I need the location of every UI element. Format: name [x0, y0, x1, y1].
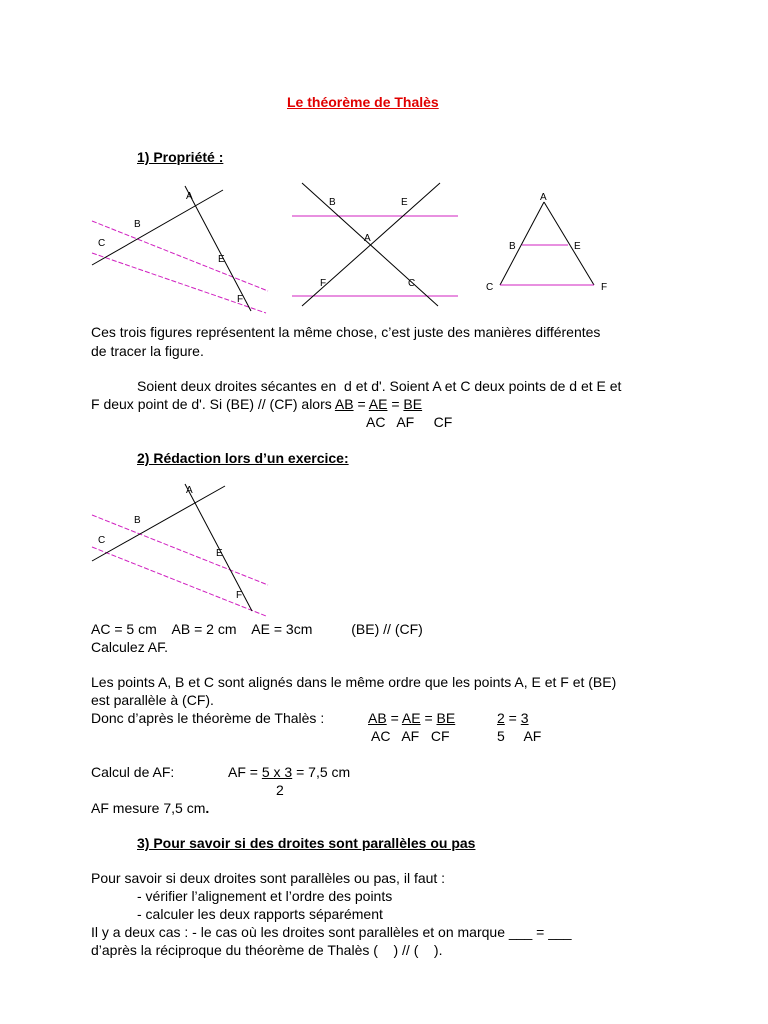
description-line: de tracer la figure. [91, 343, 204, 359]
calc-numerator: 5 x 3 [261, 764, 293, 780]
line-d-prime [185, 186, 251, 311]
calc-expression [228, 763, 350, 781]
point-label: B [134, 515, 141, 526]
parallel-line-be [92, 221, 268, 291]
section-heading-redaction: 2) Rédaction lors d’un exercice: [137, 450, 349, 466]
ratio-numerator: BE [403, 396, 423, 412]
side-af [544, 202, 594, 285]
point-label: A [540, 192, 547, 203]
thales-ratio [368, 709, 455, 727]
point-label: A [364, 233, 371, 244]
figure-4-diagram [88, 483, 273, 613]
point-label: F [237, 294, 244, 305]
section3-list-item: - vérifier l’alignement et l’ordre des points [137, 888, 393, 904]
property-line [91, 395, 422, 413]
point-label: E [218, 254, 225, 265]
alignment-line: est parallèle à (CF). [91, 692, 214, 708]
result-period: . [205, 800, 210, 816]
point-label: C [98, 238, 106, 249]
ratio-denominators: AC AF CF [366, 414, 453, 430]
figure-3-diagram [480, 188, 615, 298]
numeric-ratio [497, 709, 529, 727]
parallel-line-be [92, 515, 268, 585]
figure-1-diagram [88, 183, 273, 313]
side-ac [500, 202, 544, 285]
point-label: B [134, 219, 141, 230]
section-heading-propriete: 1) Propriété : [137, 149, 224, 165]
thales-statement: Donc d’après le théorème de Thalès : [91, 710, 325, 726]
equals: = [420, 710, 437, 726]
section3-reciprocal: d’après la réciproque du théorème de Thalès ( ) // ( ). [91, 942, 443, 958]
figure-2-diagram [290, 180, 460, 310]
alignment-line: Les points A, B et C sont alignés dans le même ordre que les points A, E et F et (BE) [91, 674, 617, 690]
point-label: F [601, 282, 608, 293]
point-label: E [216, 548, 223, 559]
page-title: Le théorème de Thalès [287, 94, 439, 110]
point-label: C [408, 278, 416, 289]
parallel-line-cf [92, 547, 266, 616]
result-text: AF mesure 7,5 cm [91, 800, 206, 816]
description-line: Ces trois figures représentent la même chose, c’est juste des manières différentes [91, 324, 601, 340]
property-line: Soient deux droites sécantes en d et d'. Soient A et C deux points de d et E et [137, 378, 622, 394]
point-label: B [329, 197, 336, 208]
calc-denominator: 2 [276, 782, 284, 798]
point-label: C [486, 282, 494, 293]
calc-prefix: AF = [228, 764, 262, 780]
ratio-numerator: 2 [497, 710, 505, 726]
point-label: A [186, 485, 193, 496]
section3-cases: Il y a deux cas : - le cas où les droites sont parallèles et on marque ___ = ___ [91, 924, 572, 940]
equals: = [387, 396, 404, 412]
result-line [91, 799, 209, 817]
point-label: E [401, 197, 408, 208]
section-heading-paralleles: 3) Pour savoir si des droites sont parallèles ou pas [137, 835, 476, 851]
ratio-numerator: AE [368, 396, 388, 412]
ratio-numerator: 3 [520, 710, 529, 726]
calc-result: = 7,5 cm [292, 764, 351, 780]
given-data-line: AC = 5 cm AB = 2 cm AE = 3cm (BE) // (CF) [91, 621, 423, 637]
ratio-numerator: AB [334, 396, 354, 412]
question-line: Calculez AF. [91, 639, 169, 655]
line-d [92, 486, 225, 561]
section3-intro: Pour savoir si deux droites sont parallèles ou pas, il faut : [91, 870, 446, 886]
equals: = [353, 396, 369, 412]
point-label: A [186, 191, 193, 202]
point-label: C [98, 535, 106, 546]
point-label: E [574, 241, 581, 252]
section3-list-item: - calculer les deux rapports séparément [137, 906, 383, 922]
ratio-numerator: AE [401, 710, 421, 726]
calc-label: Calcul de AF: [91, 764, 175, 780]
numeric-ratio-denominators: 5 AF [497, 728, 542, 744]
point-label: B [509, 241, 516, 252]
equals: = [504, 710, 521, 726]
point-label: F [236, 590, 243, 601]
point-label: F [320, 278, 327, 289]
line-d [92, 190, 223, 265]
equals: = [386, 710, 402, 726]
property-text: F deux point de d'. Si (BE) // (CF) alors [91, 396, 332, 412]
ratio-numerator: AB [368, 710, 387, 726]
ratio-numerator: BE [436, 710, 456, 726]
thales-ratio-denominators: AC AF CF [371, 728, 450, 744]
